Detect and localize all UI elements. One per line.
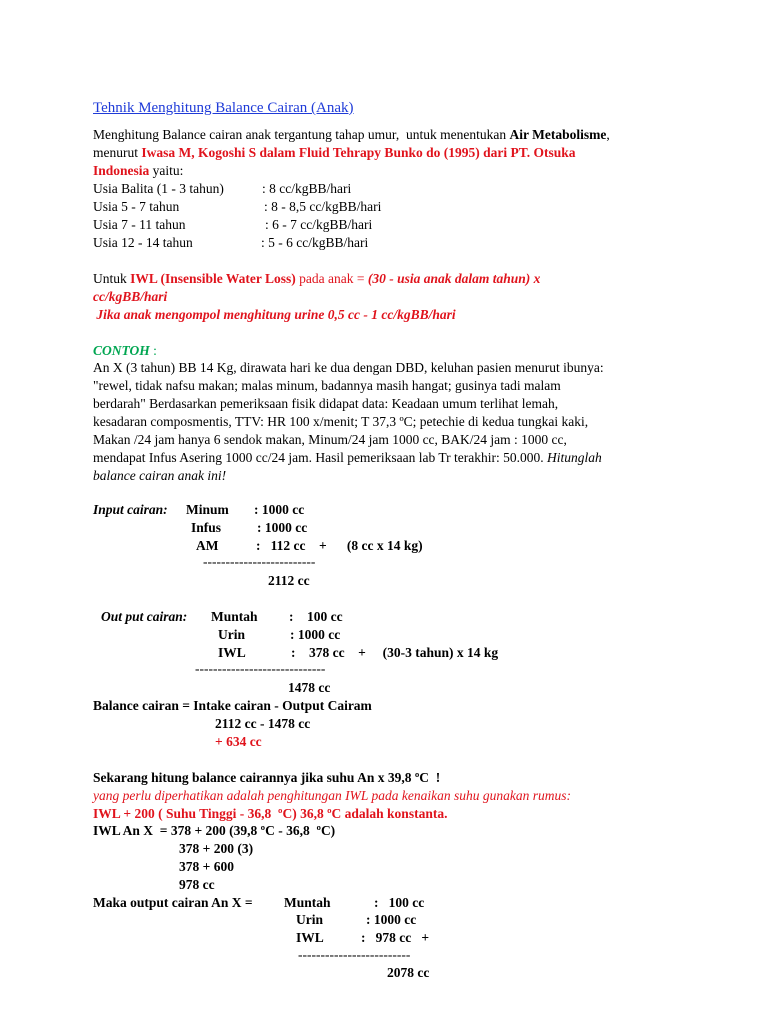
maka-muntah: Muntah [284,895,331,910]
case-question-end: balance cairan anak ini! [93,468,227,483]
output-divider: ----------------------------- [195,661,326,676]
case-line: Makan /24 jam hanya 6 sendok makan, Minum/24 jam 1000 cc, BAK/24 jam : 1000 cc, [93,432,567,447]
iwl-calculation: IWL An X = 378 + 200 (39,8 ºC - 36,8 ºC) [93,823,336,838]
age-label: Usia 7 - 11 tahun [93,217,186,232]
iwl-text: pada anak = [295,271,368,286]
input-am: AM [196,538,219,553]
maka-urin-value: : 1000 cc [366,912,417,927]
maka-urin: Urin [296,912,323,927]
age-value: : 6 - 7 cc/kgBB/hari [265,217,373,232]
case-line: An X (3 tahun) BB 14 Kg, dirawata hari ke dua dengan DBD, keluhan pasien menurut ibunya: [93,360,604,375]
intro-text: menurut [93,145,142,160]
source-citation-end: Indonesia [93,163,150,178]
iwl-calculation-step: 378 + 600 [179,859,234,874]
intro-text: yaitu: [149,163,184,178]
output-muntah: Muntah [211,609,258,624]
maka-iwl-value: : 978 cc + [361,930,430,945]
source-citation: Iwasa M, Kogoshi S dalam Fluid Tehrapy Bunko do (1995) dari PT. Otsuka [141,145,576,160]
contoh-label: CONTOH [93,343,150,358]
iwl-formula-unit: cc/kgBB/hari [93,289,168,304]
maka-divider: ------------------------- [298,947,411,962]
age-row [93,181,224,197]
iwl-formula: (30 - usia anak dalam tahun) x [367,271,541,286]
input-label: Input cairan: [93,502,168,517]
output-iwl: IWL [218,645,246,660]
maka-total: 2078 cc [387,965,430,980]
balance-equation: Balance cairan = Intake cairan - Output Cairam [93,698,372,713]
case-line: berdarah" Berdasarkan pemeriksaan fisik didapat data: Keadaan umum terlihat lemah, [93,396,559,411]
air-metabolisme-term: Air Metabolisme [509,127,607,142]
iwl-text: Untuk [93,271,131,286]
age-label: Usia 5 - 7 tahun [93,199,180,214]
maka-label: Maka output cairan An X = [93,895,253,910]
case-question: Hitunglah [547,450,602,465]
case-line [93,450,602,466]
intro-comma: , [606,127,610,142]
balance-calculation: 2112 cc - 1478 cc [215,716,311,731]
document-title: Tehnik Menghitung Balance Cairan (Anak) [93,100,354,116]
input-divider: ------------------------- [203,554,316,569]
contoh-colon: : [149,343,157,358]
suhu-formula: IWL + 200 ( Suhu Tinggi - 36,8 ºC) 36,8 ºC adalah konstanta. [93,806,448,821]
output-urin-value: : 1000 cc [290,627,341,642]
intro-text: Menghitung Balance cairan anak tergantung tahap umur, untuk menentukan [93,127,510,142]
intro-line-1 [93,127,610,143]
age-value: : 8 cc/kgBB/hari [262,181,352,196]
case-line: "rewel, tidak nafsu makan; malas minum, badannya masih hangat; gusinya tadi malam [93,378,561,393]
case-line: kesadaran composmentis, TTV: HR 100 x/menit; T 37,3 ºC; petechie di kedua tungkai kaki, [93,414,589,429]
input-infus-value: : 1000 cc [257,520,308,535]
input-minum: Minum [186,502,229,517]
age-row [93,199,179,215]
input-minum-value: : 1000 cc [254,502,305,517]
output-iwl-value: : 378 cc + (30-3 tahun) x 14 kg [291,645,499,660]
age-label: Usia Balita (1 - 3 tahun) [93,181,224,196]
iwl-mengompol-note: Jika anak mengompol menghitung urine 0,5 cc - 1 cc/kgBB/hari [93,307,456,322]
age-row [93,235,193,251]
case-text: mendapat Infus Asering 1000 cc/24 jam. Hasil pemeriksaan lab Tr terakhir: 50.000. [93,450,548,465]
maka-iwl: IWL [296,930,324,945]
intro-line-3 [93,163,183,179]
iwl-calculation-result: 978 cc [179,877,215,892]
iwl-term: IWL (Insensible Water Loss) [130,271,296,286]
iwl-line-1 [93,271,540,287]
iwl-calculation-step: 378 + 200 (3) [179,841,254,856]
balance-result: + 634 cc [215,734,262,749]
output-label: Out put cairan: [101,609,188,624]
suhu-note: yang perlu diperhatikan adalah penghitungan IWL pada kenaikan suhu gunakan rumus: [93,788,571,803]
age-label: Usia 12 - 14 tahun [93,235,193,250]
age-value: : 5 - 6 cc/kgBB/hari [261,235,369,250]
output-total: 1478 cc [288,680,331,695]
input-infus: Infus [191,520,222,535]
input-am-value: : 112 cc + (8 cc x 14 kg) [256,538,423,553]
age-value: : 8 - 8,5 cc/kgBB/hari [264,199,382,214]
intro-line-2 [93,145,575,161]
output-muntah-value: : 100 cc [289,609,343,624]
contoh-heading [93,343,157,359]
maka-muntah-value: : 100 cc [374,895,425,910]
output-urin: Urin [218,627,245,642]
input-total: 2112 cc [268,573,310,588]
suhu-heading: Sekarang hitung balance cairannya jika suhu An x 39,8 ºC ! [93,770,441,785]
age-row [93,217,185,233]
